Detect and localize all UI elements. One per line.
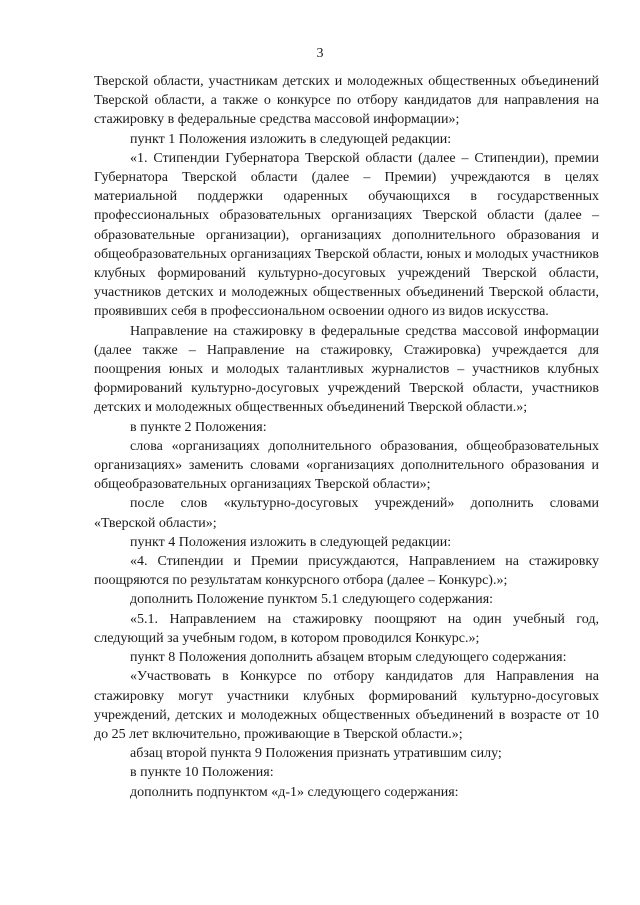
paragraph: пункт 4 Положения изложить в следующей редакции:	[130, 534, 452, 550]
paragraph: «Участвовать в Конкурсе по отбору кандидатов для Направления на стажировку могут участники клубных формирований культурно-досуговых учреждений, детских и молодежных общественных объединений в возрасте от 10 до 25 лет включительно, проживающие в Тверской области.»;	[94, 669, 599, 742]
paragraph: пункт 8 Положения дополнить абзацем вторым следующего содержания:	[130, 650, 567, 666]
paragraph: «5.1. Направлением на стажировку поощряют на один учебный год, следующий за учебным годом, в котором проводился Конкурс.»;	[94, 611, 599, 646]
paragraph: в пункте 2 Положения:	[130, 419, 267, 435]
paragraph: абзац второй пункта 9 Положения признать утратившим силу;	[130, 746, 502, 762]
paragraph: пункт 1 Положения изложить в следующей редакции:	[130, 131, 452, 147]
page-number: 3	[316, 46, 324, 61]
paragraph: в пункте 10 Положения:	[130, 765, 274, 781]
paragraph: дополнить Положение пунктом 5.1 следующего содержания:	[130, 592, 494, 608]
paragraph: «1. Стипендии Губернатора Тверской области (далее – Стипендии), премии Губернатора Тверской области (далее – Премии) учреждаются в целях материальной поддержки одаренных обучающихся в государственных профессиональных образовательных организациях Тверской области (далее – образовательные организации), организациях дополнительного образования и общеобразовательных организациях Тверской области, юных и молодых участников клубных формирований культурно-досуговых учреждений Тверской области, участников детских и молодежных общественных объединений Тверской области, проявивших себя в профессиональном освоении одного из видов искусства.	[94, 150, 599, 320]
paragraph: Направление на стажировку в федеральные средства массовой информации (далее также – Направление на стажировку, Стажировка) учреждается для поощрения юных и молодых талантливых журналистов – участников клубных формирований культурно-досуговых учреждений Тверской области, участников детских и молодежных общественных объединений Тверской области.»;	[94, 323, 599, 416]
document-body	[94, 72, 599, 802]
paragraph: слова «организациях дополнительного образования, общеобразовательных организациях» заменить словами «организациях дополнительного образования и общеобразовательных организациях Тверской области»;	[94, 438, 599, 493]
paragraph: Тверской области, участникам детских и молодежных общественных объединений Тверской области, а также о конкурсе по отбору кандидатов для направления на стажировку в федеральные средства массовой информации»;	[94, 74, 599, 128]
paragraph: после слов «культурно-досуговых учреждений» дополнить словами «Тверской области»;	[94, 496, 599, 531]
paragraph: дополнить подпунктом «д-1» следующего содержания:	[130, 784, 459, 800]
paragraph: «4. Стипендии и Премии присуждаются, Направлением на стажировку поощряются по результатам конкурсного отбора (далее – Конкурс).»;	[94, 554, 599, 589]
